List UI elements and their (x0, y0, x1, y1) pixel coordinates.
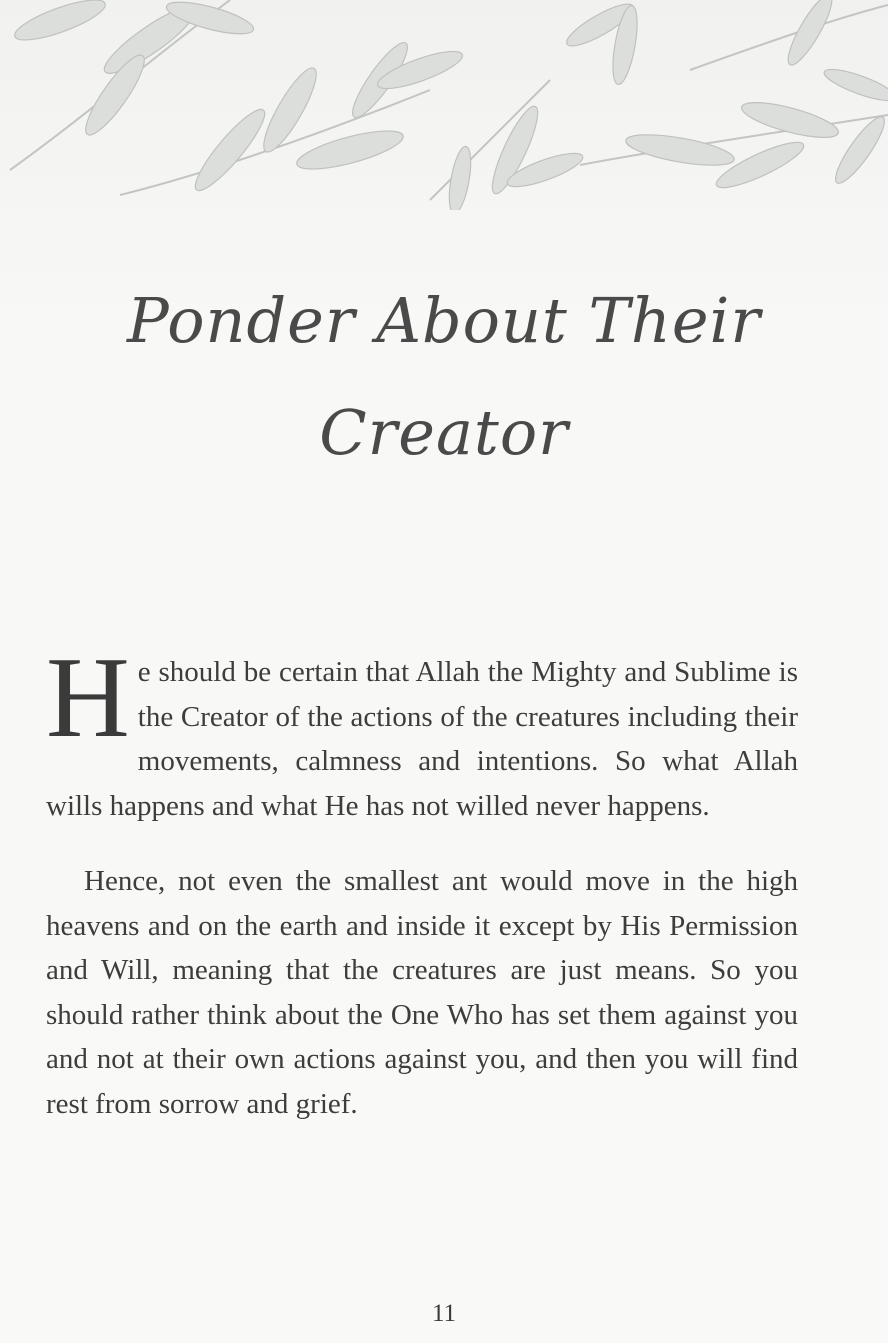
paragraph-1 (46, 634, 798, 828)
page-number: 11 (431, 1300, 457, 1327)
paragraph-2: Hence, not even the smallest ant would move in the high heavens and on the earth and inside it except by His Permission and Will, meaning that the creatures are just means. So you should rather think about the One Who has set them against you and not at their own actions against you, and then you will find rest from sorrow and grief. (46, 865, 798, 1120)
chapter-title-line-1: Ponder About Their (127, 284, 761, 357)
body-text (46, 634, 798, 1126)
leaf-decoration (0, 0, 888, 210)
chapter-title (60, 265, 828, 489)
paragraph-1-text: e should be certain that Allah the Mighty and Sublime is the Creator of the actions of the creatures including their movements, calmness and intentions. So what Allah wills happens and what He has not willed never happens. (46, 656, 798, 822)
drop-cap: H (46, 634, 130, 762)
chapter-title-line-2: Creator (319, 396, 569, 469)
